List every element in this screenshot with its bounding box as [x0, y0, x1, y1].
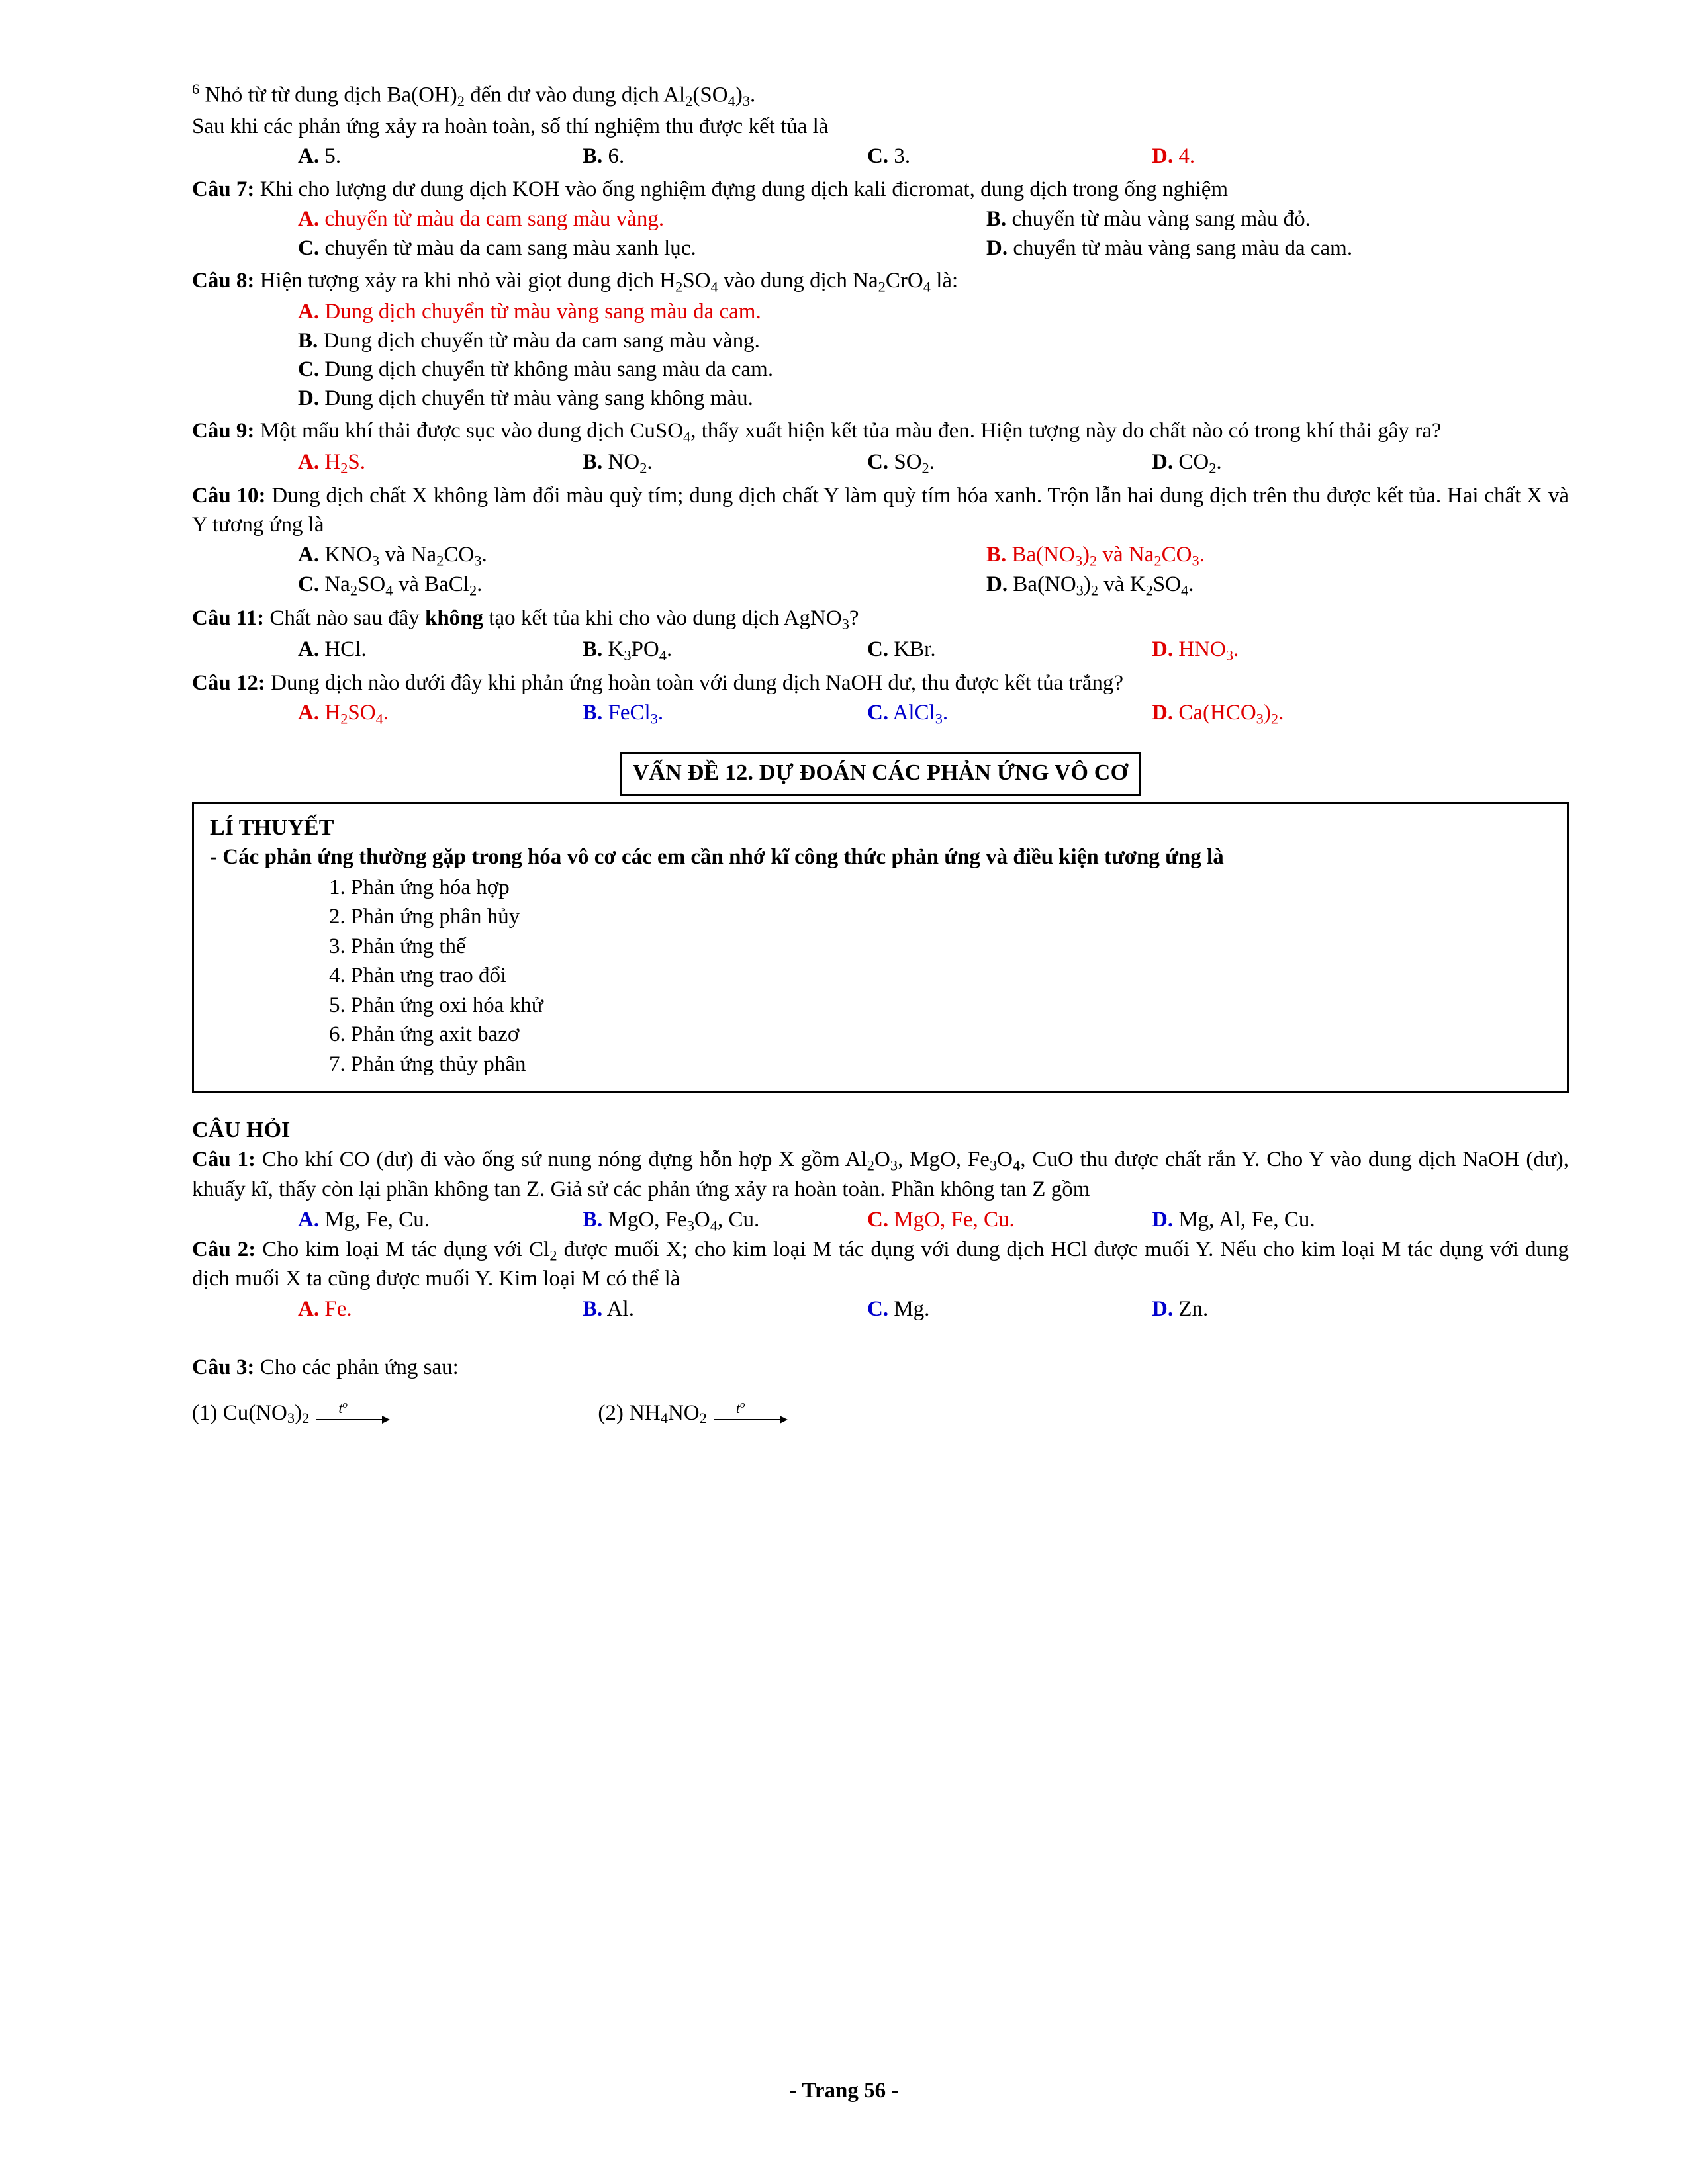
q7-option-c-label: C.	[298, 236, 320, 260]
sub: 2	[302, 1410, 310, 1427]
t: AlCl	[888, 701, 935, 725]
q7-option-d-label: D.	[986, 236, 1008, 260]
bai-question-3-text: Cho các phản ứng sau:	[254, 1355, 459, 1379]
t: .	[1233, 637, 1239, 661]
t: Cho kim loại M tác dụng với Cl	[256, 1237, 550, 1261]
t: .	[1199, 543, 1205, 567]
q9-option-a-text: H	[319, 450, 341, 475]
q12-option-a[interactable]	[298, 699, 583, 729]
t: )	[1263, 701, 1271, 725]
t: t	[338, 1399, 343, 1416]
t: NO	[667, 1401, 700, 1426]
carryover-line-1	[192, 79, 1569, 111]
b2-option-b-text: Al.	[602, 1297, 634, 1321]
b2-option-d[interactable]	[1152, 1295, 1208, 1324]
t: , Cu.	[717, 1207, 760, 1232]
q7-option-b-text: chuyển từ màu vàng sang màu đỏ.	[1006, 207, 1311, 232]
q8-option-b-text: Dung dịch chuyển từ màu da cam sang màu vàng.	[318, 328, 760, 353]
t: H	[319, 701, 341, 725]
q8-option-c-label: C.	[298, 357, 320, 382]
q11-option-a-text: HCl.	[319, 637, 367, 661]
q9-text-3: , thấy xuất hiện kết tủa màu đen. Hiện tượng này do chất nào có trong khí thải gây ra?	[690, 419, 1442, 443]
q9-option-c[interactable]	[867, 448, 1152, 478]
t: Cho khí CO (dư) đi vào ống sứ nung nóng đựng hỗn hợp X gồm Al	[256, 1148, 867, 1172]
q10-option-c-label: C.	[298, 572, 320, 597]
q12-option-b-label: B.	[583, 701, 603, 725]
question-7-options-row-1	[192, 205, 1569, 234]
t: O	[874, 1148, 890, 1172]
q11-text-1: Chất nào sau đây	[264, 606, 425, 631]
question-10-options-row-2	[192, 570, 1569, 600]
sub: 4	[660, 1410, 668, 1427]
q9-option-d-label: D.	[1152, 450, 1174, 475]
q11-option-a-label: A.	[298, 637, 320, 661]
option-d-text: 4.	[1178, 144, 1196, 169]
sub: 4	[659, 647, 667, 664]
q11-emphasis: không	[424, 606, 484, 631]
sub: 4	[683, 428, 691, 445]
sub: 4	[385, 582, 393, 599]
b2-option-d-text: Zn.	[1173, 1297, 1209, 1321]
sub: 2	[1145, 582, 1153, 599]
b1-option-d[interactable]	[1152, 1206, 1315, 1236]
q7-option-c-text: chuyển từ màu da cam sang màu xanh lục.	[319, 236, 696, 260]
q11-option-c-text: KBr.	[888, 637, 936, 661]
theory-lead: - Các phản ứng thường gặp trong hóa vô cơ các em cần nhớ kĩ công thức phản ứng và điều kiện tương ứng là	[210, 844, 1224, 869]
t: SO	[357, 572, 386, 597]
q8-option-c-text: Dung dịch chuyển từ không màu sang màu da cam.	[319, 357, 774, 382]
t: , MgO, Fe	[898, 1148, 990, 1172]
option-d-label: D.	[1152, 144, 1174, 169]
question-7-stem	[192, 175, 1569, 205]
sub: 2	[699, 1410, 707, 1427]
question-10-number: Câu 10:	[192, 484, 266, 508]
t: Na	[319, 572, 350, 597]
b2-option-d-label: D.	[1152, 1297, 1174, 1321]
sub: 2	[340, 710, 348, 727]
q8-option-a[interactable]	[192, 298, 1569, 327]
theory-item: 4. Phản ưng trao đổi	[329, 964, 507, 988]
q8-option-b[interactable]	[192, 327, 1569, 356]
sub: 3	[1256, 710, 1264, 727]
q8-option-d-label: D.	[298, 386, 320, 410]
b2-option-c-text: Mg.	[888, 1297, 930, 1321]
q11-option-d[interactable]	[1152, 635, 1239, 665]
question-12-number: Câu 12:	[192, 670, 265, 695]
t: .	[383, 701, 389, 725]
question-12-options	[192, 699, 1569, 729]
q7-option-a[interactable]	[298, 205, 986, 234]
bai-question-3-stem	[192, 1353, 1569, 1383]
sub: 2	[457, 92, 465, 109]
sub: 3	[841, 615, 849, 633]
question-11-number: Câu 11:	[192, 606, 265, 631]
sub: 4	[1013, 1157, 1021, 1174]
sub: 2	[1270, 710, 1279, 727]
sub: 3	[650, 710, 658, 727]
q10-option-c[interactable]	[298, 570, 986, 600]
reaction-arrow-icon	[316, 1399, 389, 1424]
b1-option-c-label: C.	[867, 1207, 889, 1232]
t: Ba(NO	[1008, 572, 1076, 597]
questions-heading: CÂU HỎI	[192, 1118, 291, 1143]
question-12-stem	[192, 669, 1569, 698]
option-b-label: B.	[583, 144, 603, 169]
q8-option-b-label: B.	[298, 328, 318, 353]
sub: 3	[474, 552, 482, 569]
t: (1) Cu(NO	[192, 1401, 287, 1426]
option-b[interactable]	[583, 142, 867, 171]
q8-text-5: vào dung dịch Na	[718, 269, 878, 293]
b1-option-b-label: B.	[583, 1207, 603, 1232]
carryover-text-a: Nhỏ từ từ dung dịch Ba(OH)	[199, 83, 457, 107]
q12-option-d-label: D.	[1152, 701, 1174, 725]
t: .	[942, 701, 949, 725]
t: PO	[631, 637, 659, 661]
t: và Na	[379, 543, 437, 567]
option-a-text: 5.	[324, 144, 342, 169]
sub: 2	[350, 582, 358, 599]
q12-option-b[interactable]	[583, 699, 867, 729]
theory-item: 7. Phản ứng thủy phân	[329, 1052, 526, 1076]
reaction-1	[192, 1399, 393, 1428]
sub: 2	[878, 278, 886, 295]
q7-option-c[interactable]	[298, 234, 986, 263]
t: .	[657, 701, 664, 725]
sub: 3	[624, 647, 632, 664]
q8-text-3: SO	[682, 269, 711, 293]
option-c-label: C.	[867, 144, 889, 169]
q9-option-d-tail: .	[1216, 450, 1222, 475]
t: t	[735, 1399, 740, 1416]
question-11-options	[192, 635, 1569, 665]
t: CO	[444, 543, 475, 567]
t: MgO, Fe	[602, 1207, 687, 1232]
q8-option-a-text: Dung dịch chuyển từ màu vàng sang màu da cam.	[319, 300, 761, 324]
sub: 4	[375, 710, 383, 727]
reaction-2	[598, 1399, 790, 1428]
q8-option-d[interactable]	[192, 385, 1569, 414]
q9-option-d[interactable]	[1152, 448, 1222, 478]
bai-question-1-options	[192, 1206, 1569, 1236]
t: CO	[1161, 543, 1192, 567]
reaction-arrow-icon	[714, 1399, 786, 1424]
sub: 4	[710, 278, 718, 295]
sub: 3	[371, 552, 380, 569]
q7-option-a-text: chuyển từ màu da cam sang màu vàng.	[319, 207, 665, 232]
q8-option-d-text: Dung dịch chuyển từ màu vàng sang không màu.	[319, 386, 753, 410]
sub: 2	[685, 92, 693, 109]
option-a-label: A.	[298, 144, 320, 169]
question-12-text: Dung dịch nào dưới đây khi phản ứng hoàn toàn với dung dịch NaOH dư, thu được kết tủa trắng?	[265, 670, 1123, 695]
b1-option-d-text: Mg, Al, Fe, Cu.	[1173, 1207, 1315, 1232]
q12-option-c-label: C.	[867, 701, 889, 725]
question-8-stem	[192, 267, 1569, 296]
b2-option-a[interactable]	[298, 1295, 583, 1324]
b1-option-a-text: Mg, Fe, Cu.	[319, 1207, 430, 1232]
t: K	[602, 637, 624, 661]
t: FeCl	[602, 701, 651, 725]
carryover-text-e: (SO	[692, 83, 728, 107]
carryover-options	[192, 142, 1569, 171]
q11-option-a[interactable]	[298, 635, 583, 665]
sub: 4	[710, 1216, 718, 1234]
t: .	[1278, 701, 1284, 725]
t: được muối X; cho kim loại M tác dụng với dung dịch HCl được muối Y. Nếu cho kim loại M tác dụng với dung dịch muối X ta cũng được muối Y. Kim loại M có thể là	[192, 1237, 1569, 1291]
bai-question-2-number: Câu 2:	[192, 1237, 256, 1261]
sub: 4	[727, 92, 735, 109]
sub: 2	[1154, 552, 1162, 569]
sub: 2	[340, 459, 348, 477]
t: SO	[1152, 572, 1181, 597]
b1-option-c-text: MgO, Fe, Cu.	[888, 1207, 1015, 1232]
question-7-text: Khi cho lượng dư dung dịch KOH vào ống nghiệm đựng dung dịch kali đicromat, dung dịch trong ống nghiệm	[254, 177, 1229, 201]
b1-option-a[interactable]	[298, 1206, 583, 1236]
sub: 2	[549, 1246, 557, 1263]
b2-option-c-label: C.	[867, 1297, 889, 1321]
sub: 3	[1076, 582, 1084, 599]
q9-text-1: Một mẩu khí thải được sục vào dung dịch CuSO	[254, 419, 684, 443]
q9-option-d-text: CO	[1173, 450, 1209, 475]
q7-option-d-text: chuyển từ màu vàng sang màu da cam.	[1008, 236, 1353, 260]
bai-question-1-stem	[192, 1146, 1569, 1204]
q10-option-d[interactable]	[986, 570, 1194, 600]
sub: 2	[469, 582, 477, 599]
question-9-number: Câu 9:	[192, 419, 255, 443]
t: SO	[348, 701, 376, 725]
sup: o	[342, 1399, 348, 1410]
b1-option-c[interactable]	[867, 1206, 1152, 1236]
q9-option-b-text: NO	[602, 450, 640, 475]
sub: 3	[989, 1157, 998, 1174]
q11-text-4: ?	[849, 606, 859, 631]
q11-option-b[interactable]	[583, 635, 867, 665]
t: O	[997, 1148, 1013, 1172]
q9-option-a-label: A.	[298, 450, 320, 475]
b1-option-d-label: D.	[1152, 1207, 1174, 1232]
question-9-stem	[192, 417, 1569, 447]
q10-option-b-label: B.	[986, 543, 1007, 567]
q11-option-c[interactable]	[867, 635, 1152, 665]
q9-option-b-label: B.	[583, 450, 603, 475]
page-footer: - Trang 56 -	[789, 2079, 899, 2103]
q7-option-a-label: A.	[298, 207, 320, 232]
sub: 2	[1209, 459, 1217, 477]
sub: 2	[1090, 552, 1098, 569]
bai-question-2-options	[192, 1295, 1569, 1324]
q10-option-d-label: D.	[986, 572, 1008, 597]
bai-question-3-number: Câu 3:	[192, 1355, 255, 1379]
carryover-line-2: Sau khi các phản ứng xảy ra hoàn toàn, số thí nghiệm thu được kết tủa là	[192, 114, 829, 138]
q7-option-b[interactable]	[986, 205, 1311, 234]
bai-question-1-number: Câu 1:	[192, 1148, 256, 1172]
footnote-marker: 6	[192, 81, 200, 97]
t: KNO	[319, 543, 372, 567]
t: và BaCl	[393, 572, 469, 597]
q8-option-c[interactable]	[192, 355, 1569, 385]
b2-option-c[interactable]	[867, 1295, 1152, 1324]
b2-option-a-text: Fe.	[319, 1297, 352, 1321]
sub: 2	[921, 459, 929, 477]
option-c-text: 3.	[894, 144, 911, 169]
carryover-text-g: )	[735, 83, 743, 107]
question-10-text: Dung dịch chất X không làm đổi màu quỳ tím; dung dịch chất Y làm quỳ tím hóa xanh. Trộn lẫn hai dung dịch trên thu được kết tủa. Hai chất X và Y tương ứng là	[192, 484, 1569, 537]
b1-option-b[interactable]	[583, 1206, 867, 1236]
t: .	[481, 543, 487, 567]
t: )	[1083, 572, 1091, 597]
sub: 3	[890, 1157, 898, 1174]
q7-option-d[interactable]	[986, 234, 1352, 263]
q9-option-c-label: C.	[867, 450, 889, 475]
t: .	[477, 572, 483, 597]
question-7-number: Câu 7:	[192, 177, 255, 201]
t: HNO	[1173, 637, 1226, 661]
t: (2) NH	[598, 1401, 661, 1426]
theory-item: 5. Phản ứng oxi hóa khử	[329, 993, 543, 1017]
sub: 2	[675, 278, 683, 295]
q7-option-b-label: B.	[986, 207, 1007, 232]
sub: 3	[742, 92, 751, 109]
q11-option-d-label: D.	[1152, 637, 1174, 661]
q9-option-a-tail: S.	[348, 450, 366, 475]
t: O	[694, 1207, 710, 1232]
q9-option-c-text: SO	[888, 450, 922, 475]
q9-option-a[interactable]	[298, 448, 583, 478]
theory-heading: LÍ THUYẾT	[210, 815, 334, 841]
t: .	[666, 637, 673, 661]
sub: 3	[1225, 647, 1234, 664]
t: , CuO thu được chất rắn Y. Cho Y vào dung dịch NaOH (dư), khuấy kĩ, thấy còn lại phần không tan Z. Giả sử các phản ứng xảy ra hoàn toàn. Phần không tan Z gồm	[192, 1148, 1569, 1202]
reaction-row	[192, 1399, 1569, 1428]
t: và K	[1098, 572, 1146, 597]
carryover-text-c: đến dư vào dung dịch Al	[465, 83, 686, 107]
question-10-options-row-1	[192, 541, 1569, 570]
theory-item: 6. Phản ứng axit bazơ	[329, 1023, 520, 1047]
sub: 3	[287, 1410, 295, 1427]
t: )	[1082, 543, 1090, 567]
question-8-number: Câu 8:	[192, 269, 255, 293]
sub: 3	[935, 710, 943, 727]
sup: o	[739, 1399, 745, 1410]
sub: 3	[1192, 552, 1199, 569]
b2-option-b[interactable]	[583, 1295, 867, 1324]
sub: 2	[436, 552, 444, 569]
sub: 2	[639, 459, 647, 477]
sub: 4	[923, 278, 931, 295]
option-c[interactable]	[867, 142, 1152, 171]
t: )	[295, 1401, 303, 1426]
sub: 2	[867, 1157, 874, 1174]
q8-text-9: là:	[930, 269, 959, 293]
sub: 3	[1074, 552, 1083, 569]
q8-text-7: CrO	[885, 269, 923, 293]
sub: 4	[1180, 582, 1189, 599]
question-10-stem	[192, 482, 1569, 539]
question-9-options	[192, 448, 1569, 478]
q9-option-b[interactable]	[583, 448, 867, 478]
q10-option-a[interactable]	[298, 541, 986, 570]
theory-item: 2. Phản ứng phân hủy	[329, 905, 520, 929]
sub: 3	[686, 1216, 694, 1234]
theory-item: 3. Phản ứng thế	[329, 934, 466, 958]
theory-list	[210, 874, 1554, 1079]
q9-option-b-tail: .	[647, 450, 653, 475]
t: và Na	[1097, 543, 1154, 567]
t: .	[1188, 572, 1194, 597]
q9-option-c-tail: .	[929, 450, 935, 475]
option-a[interactable]	[298, 142, 583, 171]
q11-option-c-label: C.	[867, 637, 889, 661]
question-7-options-row-2	[192, 234, 1569, 263]
b1-option-a-label: A.	[298, 1207, 320, 1232]
section-title-box: VẤN ĐỀ 12. DỰ ĐOÁN CÁC PHẢN ỨNG VÔ CƠ	[620, 752, 1141, 796]
q10-option-a-label: A.	[298, 543, 320, 567]
option-d[interactable]	[1152, 142, 1195, 171]
t: Ca(HCO	[1173, 701, 1256, 725]
question-11-stem	[192, 604, 1569, 634]
q8-option-a-label: A.	[298, 300, 320, 324]
t: Ba(NO	[1006, 543, 1075, 567]
theory-box	[192, 802, 1569, 1093]
q12-option-d[interactable]	[1152, 699, 1284, 729]
q8-text-1: Hiện tượng xảy ra khi nhỏ vài giọt dung dịch H	[254, 269, 676, 293]
b2-option-a-label: A.	[298, 1297, 320, 1321]
q11-text-2: tạo kết tủa khi cho vào dung dịch AgNO	[483, 606, 842, 631]
sub: 2	[1090, 582, 1099, 599]
carryover-text-i: .	[750, 83, 756, 107]
bai-question-2-stem	[192, 1236, 1569, 1294]
theory-item: 1. Phản ứng hóa hợp	[329, 875, 510, 899]
q12-option-a-label: A.	[298, 701, 320, 725]
option-b-text: 6.	[608, 144, 625, 169]
q11-option-b-label: B.	[583, 637, 603, 661]
q12-option-c[interactable]	[867, 699, 1152, 729]
q10-option-b[interactable]	[986, 541, 1205, 570]
b2-option-b-label: B.	[583, 1297, 603, 1321]
